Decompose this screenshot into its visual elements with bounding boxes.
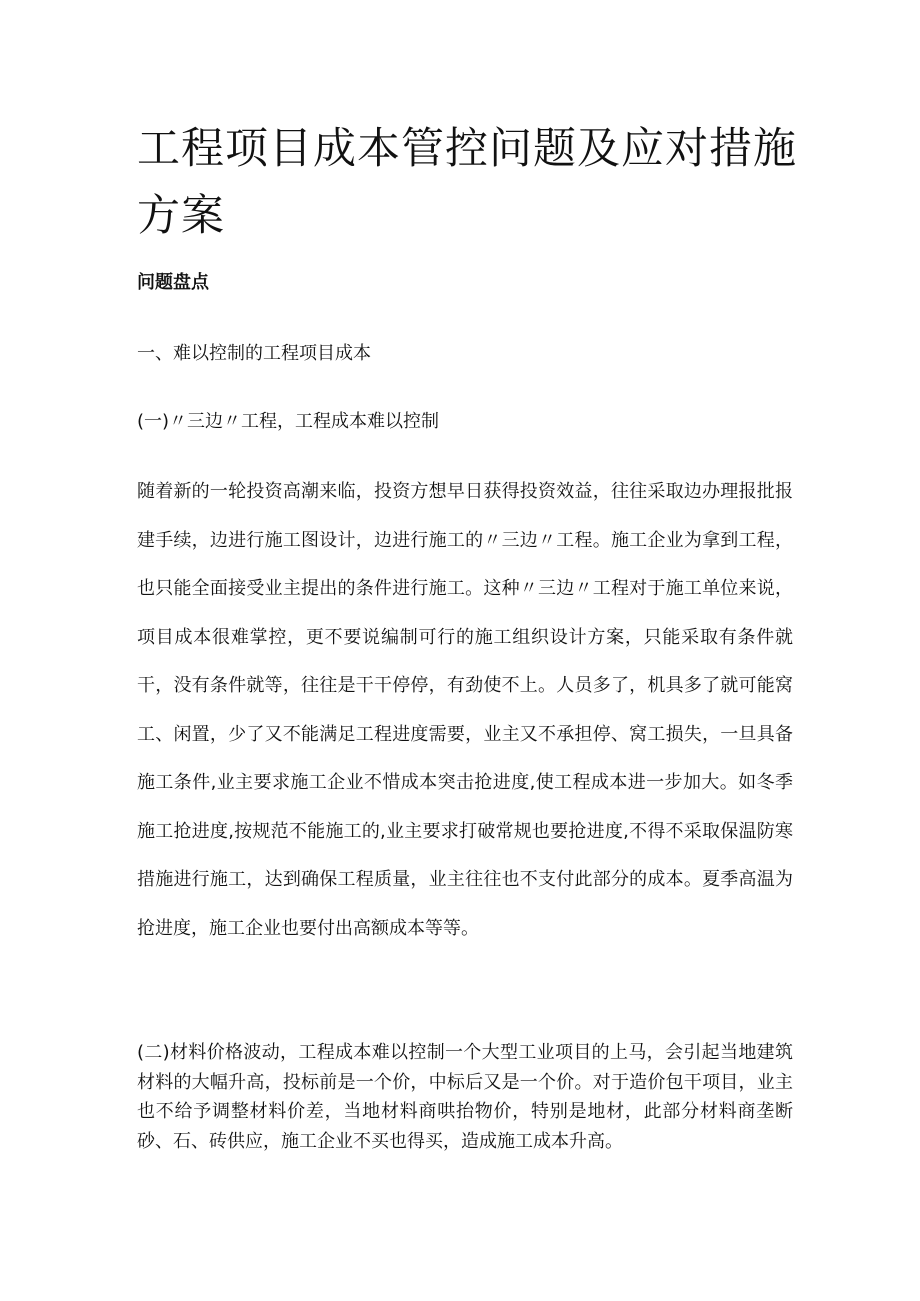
document-title: 工程项目成本管控问题及应对措施方案 xyxy=(137,124,797,241)
section-heading-1: 一、难以控制的工程项目成本 xyxy=(137,343,371,364)
subsection-heading-1: (一)〃三边〃工程，工程成本难以控制 xyxy=(137,411,440,432)
paragraph-1: 随着新的一轮投资高潮来临，投资方想早日获得投资效益，往往采取边办理报批报建手续，边进行施工图设计，边进行施工的〃三边〃工程。施工企业为拿到工程，也只能全面接受业主提出的条件进行施工。这种〃三边〃工程对于施工单位来说，项目成本很难掌控，更不要说编制可行的施工组织设计方案，只能采取有条件就干，没有条件就等，往往是干干停停，有劲使不上。人员多了，机具多了就可能窝工、闲置，少了又不能满足工程进度需要，业主又不承担停、窝工损失，一旦具备施工条件,业主要求施工企业不惜成本突击抢进度,使工程成本进一步加大。如冬季施工抢进度,按规范不能施工的,业主要求打破常规也要抢进度,不得不采取保温防寒措施进行施工，达到确保工程质量，业主往往也不支付此部分的成本。夏季高温为抢进度，施工企业也要付出高额成本等等。 xyxy=(137,481,793,939)
problem-heading: 问题盘点 xyxy=(137,272,209,293)
paragraph-2: (二)材料价格波动，工程成本难以控制一个大型工业项目的上马，会引起当地建筑材料的大幅升高，投标前是一个价，中标后又是一个价。对于造价包干项目，业主也不给予调整材料价差，当地材料商哄抬物价，特别是地材，此部分材料商垄断砂、石、砖供应，施工企业不买也得买，造成施工成本升高。 xyxy=(137,1042,793,1152)
